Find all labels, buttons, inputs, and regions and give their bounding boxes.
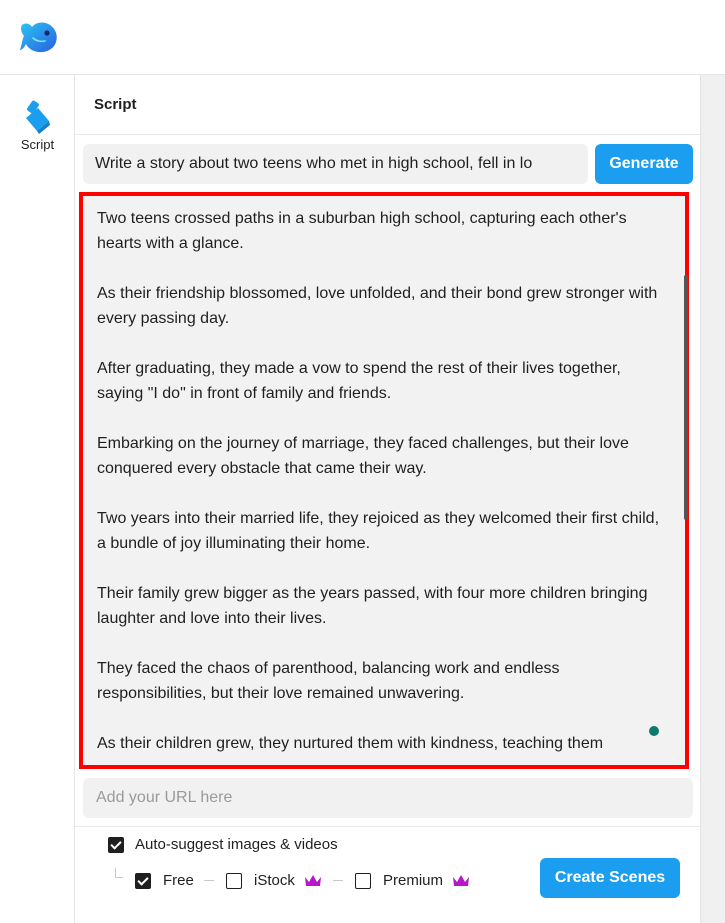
script-pen-icon — [23, 99, 53, 135]
script-paragraph: Two years into their married life, they rejoiced as they welcomed their first child, a bundle of joy illuminating their home. — [97, 510, 660, 552]
script-paragraph: Two teens crossed paths in a suburban high school, capturing each other's hearts with a glance. — [97, 210, 627, 252]
panel-title: Script — [94, 96, 137, 113]
prompt-input[interactable] — [83, 144, 588, 184]
auto-suggest-checkbox[interactable] — [108, 837, 124, 853]
panel-header — [75, 75, 700, 135]
script-paragraph: As their children grew, they nurtured them with kindness, teaching them — [97, 735, 604, 752]
left-nav — [0, 75, 75, 923]
create-scenes-button[interactable]: Create Scenes — [540, 858, 680, 898]
script-paragraph: As their friendship blossomed, love unfolded, and their bond grew stronger with every passing day. — [97, 285, 658, 327]
istock-checkbox[interactable] — [226, 873, 242, 889]
page-scrollbar[interactable] — [700, 75, 725, 923]
prompt-row — [83, 144, 693, 184]
script-paragraph: Their family grew bigger as the years passed, with four more children bringing laughter and love into their lives. — [97, 585, 648, 627]
crown-icon — [304, 874, 322, 888]
free-checkbox[interactable] — [135, 873, 151, 889]
crown-icon — [452, 874, 470, 888]
free-label: Free — [163, 872, 194, 889]
nav-item-label: Script — [20, 137, 55, 152]
tree-connector — [115, 868, 123, 878]
script-panel — [75, 75, 700, 923]
script-paragraph: After graduating, they made a vow to spend the rest of their lives together, saying "I do" in front of family and friends. — [97, 360, 621, 402]
fish-logo-icon[interactable] — [18, 16, 60, 58]
script-text — [83, 196, 685, 756]
premium-checkbox[interactable] — [355, 873, 371, 889]
auto-suggest-label: Auto-suggest images & videos — [135, 836, 338, 853]
script-paragraph: Embarking on the journey of marriage, they faced challenges, but their love conquered every obstacle that came their way. — [97, 435, 629, 477]
status-dot-icon — [649, 726, 659, 736]
premium-label: Premium — [383, 872, 444, 889]
scene-options — [75, 826, 700, 923]
top-bar — [0, 0, 725, 75]
divider — [333, 880, 343, 881]
istock-label: iStock — [254, 872, 295, 889]
divider — [204, 880, 214, 881]
nav-item-script[interactable] — [0, 95, 75, 155]
script-textarea[interactable] — [79, 192, 689, 769]
script-scrollbar-thumb[interactable] — [684, 275, 688, 520]
url-input[interactable] — [83, 778, 693, 818]
script-paragraph: They faced the chaos of parenthood, balancing work and endless responsibilities, but their love remained unwavering. — [97, 660, 560, 702]
generate-button[interactable]: Generate — [595, 144, 693, 184]
